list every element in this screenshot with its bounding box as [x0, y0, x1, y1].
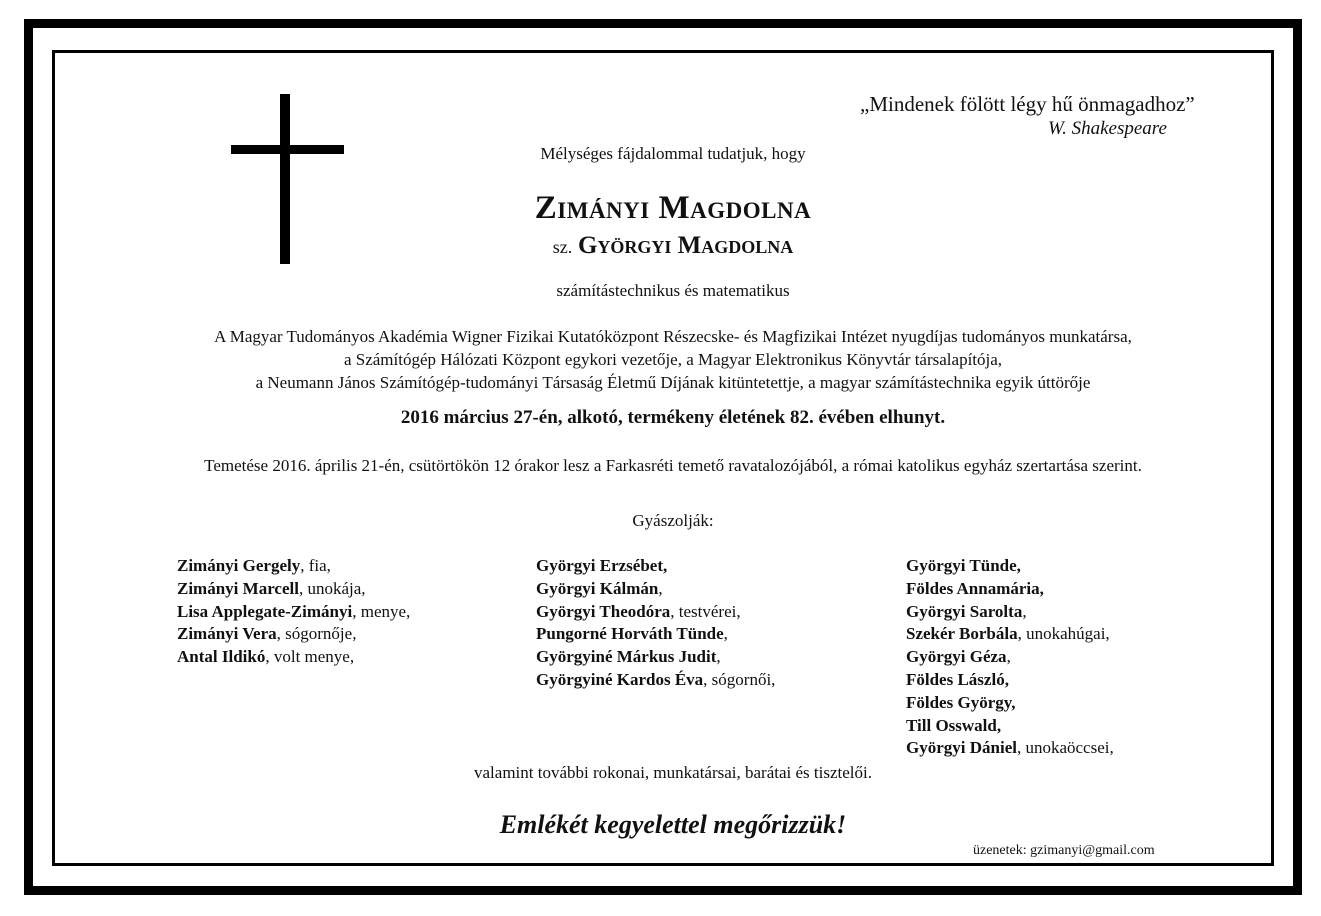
career-line: a Neumann János Számítógép-tudományi Társaság Életmű Díjának kitüntetettje, a magyar számítástechnika egyik úttörője: [255, 373, 1091, 392]
mourners-title: Gyászolják:: [632, 511, 714, 530]
mourner-entry: Lisa Applegate-Zimányi, menye,: [177, 601, 411, 621]
mourner-entry: Györgyi Dániel, unokaöccsei,: [906, 738, 1114, 758]
mourners-column-1: [177, 555, 410, 669]
mourner-entry: Zimányi Gergely, fia,: [177, 556, 331, 575]
also-mourned-by: valamint további rokonai, munkatársai, barátai és tisztelői.: [474, 763, 872, 782]
quote-text: „Mindenek fölött légy hű önmagadhoz”: [860, 92, 1195, 116]
mourner-entry: Zimányi Vera, sógornője,: [177, 624, 357, 644]
messages-contact[interactable]: üzenetek: gzimanyi@gmail.com: [973, 843, 1155, 858]
profession: számítástechnikus és matematikus: [556, 281, 790, 300]
mourners-column-2: [536, 555, 775, 692]
mourner-entry: Földes László,: [906, 669, 1009, 689]
mourner-entry: Györgyiné Márkus Judit,: [536, 647, 721, 667]
mourner-entry: Antal Ildikó, volt menye,: [177, 647, 355, 667]
deceased-name: Zimányi Magdolna: [534, 190, 812, 226]
mourner-entry: Györgyi Kálmán,: [536, 578, 663, 598]
death-notice: 2016 március 27-én, alkotó, termékeny életének 82. évében elhunyt.: [400, 407, 946, 428]
mourner-entry: Till Osswald,: [906, 715, 1002, 735]
mourner-entry: Györgyi Tünde,: [906, 556, 1021, 575]
mourner-entry: Pungorné Horváth Tünde,: [536, 624, 728, 644]
maiden-name: [0, 232, 1321, 260]
mourners-column-3: [906, 555, 1114, 760]
funeral-notice: Temetése 2016. április 21-én, csütörtökön 12 órakor lesz a Farkasréti temető ravatalozójából, a római katolikus egyház szertartása szerint.: [204, 456, 1142, 475]
maiden-prefix: sz.: [552, 237, 573, 257]
mourner-entry: Földes Annamária,: [906, 578, 1044, 598]
mourner-entry: Györgyi Theodóra, testvérei,: [536, 601, 741, 621]
mourner-entry: Földes György,: [906, 692, 1016, 712]
career-paragraph: [0, 325, 1321, 394]
career-line: A Magyar Tudományos Akadémia Wigner Fizikai Kutatóközpont Részecske- és Magfizikai Intézet nyugdíjas tudományos munkatársa,: [214, 327, 1132, 346]
intro-text: Mélységes fájdalommal tudatjuk, hogy: [540, 144, 806, 163]
mourner-entry: Györgyiné Kardos Éva, sógornői,: [536, 669, 776, 689]
mourner-entry: Györgyi Erzsébet,: [536, 556, 668, 575]
maiden-name-text: Györgyi Magdolna: [577, 232, 794, 259]
memory-text: Emlékét kegyelettel megőrizzük!: [499, 810, 847, 839]
mourner-entry: Györgyi Sarolta,: [906, 601, 1027, 621]
mourner-entry: Zimányi Marcell, unokája,: [177, 578, 366, 598]
career-line: a Számítógép Hálózati Központ egykori vezetője, a Magyar Elektronikus Könyvtár társalapítója,: [343, 350, 1003, 369]
mourner-entry: Györgyi Géza,: [906, 647, 1011, 667]
quote-author: W. Shakespeare: [1048, 118, 1167, 139]
mourner-entry: Szekér Borbála, unokahúgai,: [906, 624, 1110, 644]
